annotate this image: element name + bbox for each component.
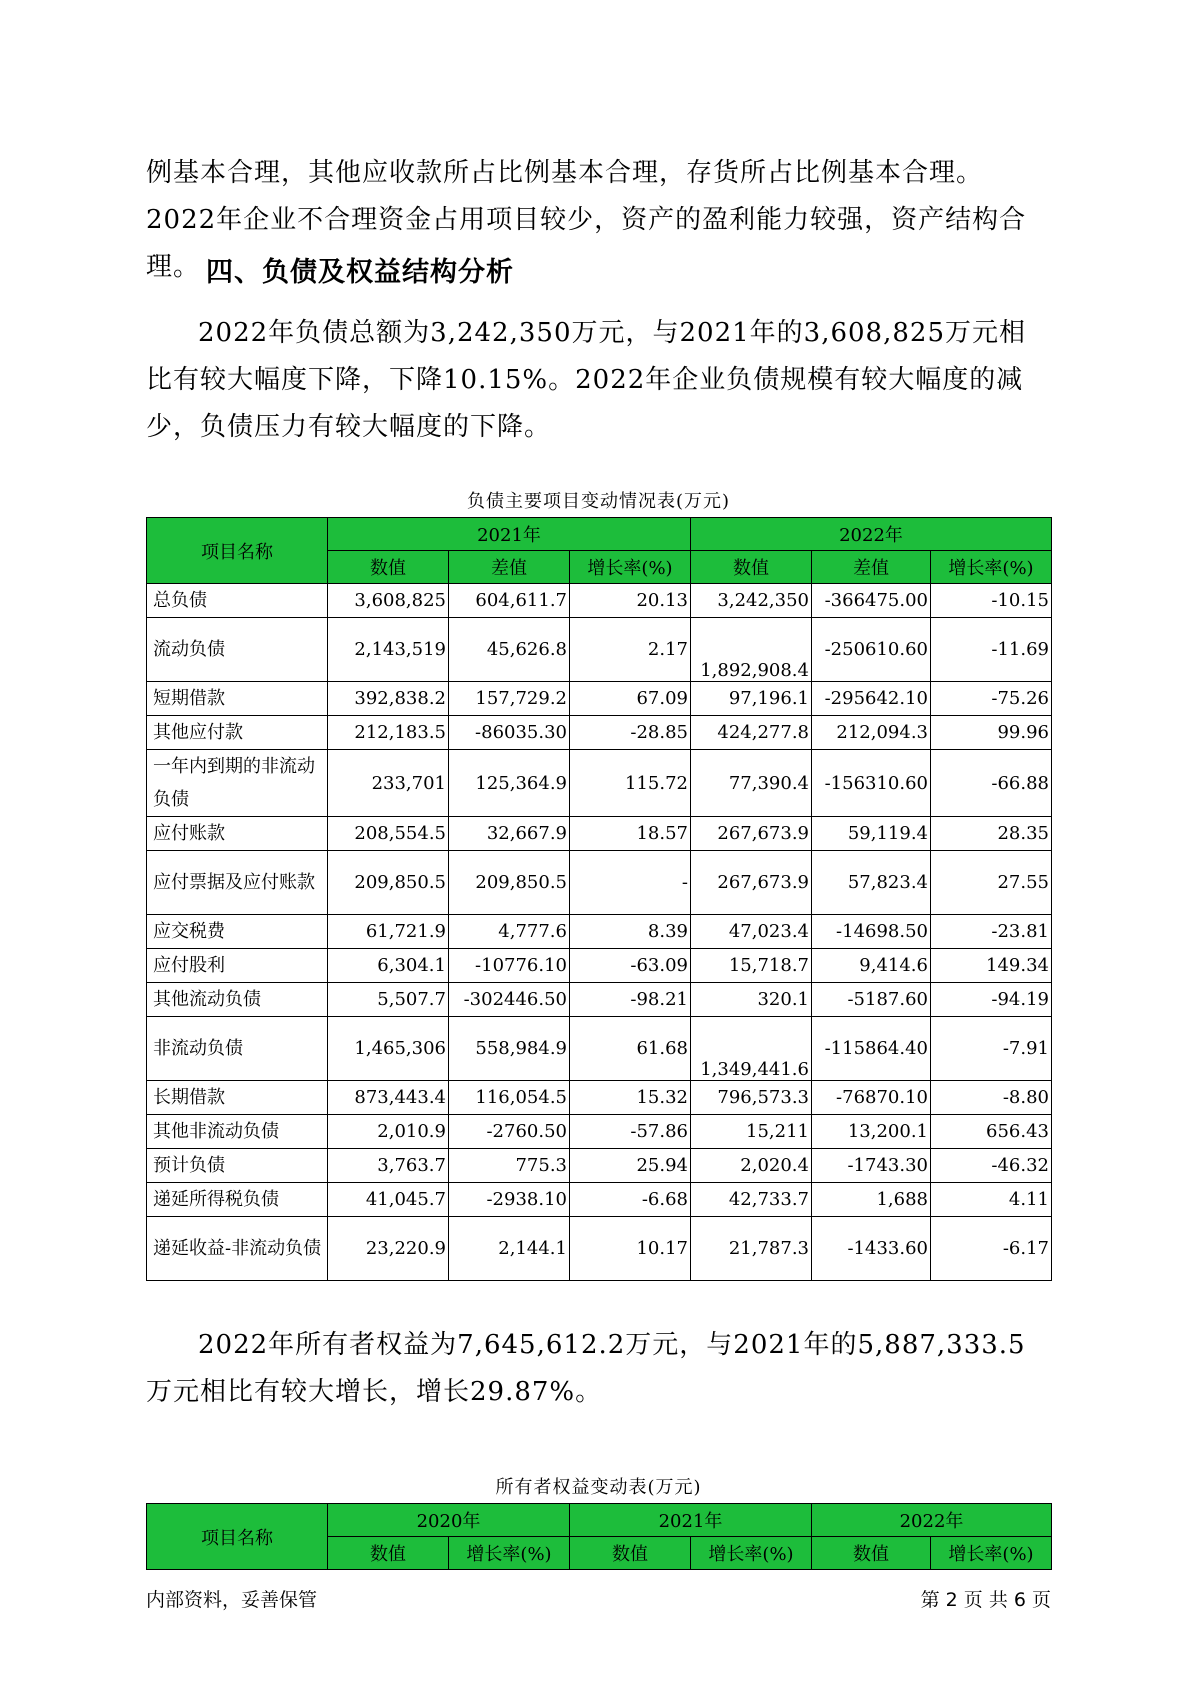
- table-cell: 125,364.9: [449, 750, 570, 817]
- table-cell: -7.91: [931, 1017, 1052, 1081]
- table-cell: 656.43: [931, 1115, 1052, 1149]
- subheader-rate: 增长率(%): [449, 1537, 570, 1570]
- table-cell: 1,892,908.4: [691, 618, 812, 682]
- table-cell: 18.57: [570, 817, 691, 851]
- row-label: 总负债: [147, 584, 328, 618]
- subheader-rate: 增长率(%): [931, 1537, 1052, 1570]
- table-cell: 99.96: [931, 716, 1052, 750]
- table-cell: 873,443.4: [328, 1081, 449, 1115]
- table-cell: 45,626.8: [449, 618, 570, 682]
- table-cell: -23.81: [931, 915, 1052, 949]
- equity-paragraph: 2022年所有者权益为7,645,612.2万元，与2021年的5,887,333.5万元相比有较大增长，增长29.87%。: [146, 1330, 1026, 1407]
- table-cell: 13,200.1: [812, 1115, 931, 1149]
- table-cell: 61.68: [570, 1017, 691, 1081]
- table-cell: 23,220.9: [328, 1217, 449, 1281]
- row-label: 递延所得税负债: [147, 1183, 328, 1217]
- table-row: [147, 851, 1052, 915]
- table-cell: 2,144.1: [449, 1217, 570, 1281]
- table-cell: -98.21: [570, 983, 691, 1017]
- subheader-value: 数值: [328, 551, 449, 584]
- header-year-2020: 2020年: [328, 1504, 570, 1537]
- table-cell: -11.69: [931, 618, 1052, 682]
- table-cell: 212,183.5: [328, 716, 449, 750]
- table-cell: 209,850.5: [449, 851, 570, 915]
- row-label: 递延收益-非流动负债: [147, 1217, 328, 1281]
- subheader-value: 数值: [570, 1537, 691, 1570]
- table-cell: 32,667.9: [449, 817, 570, 851]
- table-cell: 15.32: [570, 1081, 691, 1115]
- row-label: 应付账款: [147, 817, 328, 851]
- table-cell: 2,143,519: [328, 618, 449, 682]
- table-cell: 9,414.6: [812, 949, 931, 983]
- equity-table: [146, 1503, 1052, 1570]
- table-cell: 77,390.4: [691, 750, 812, 817]
- table-row: [147, 1115, 1052, 1149]
- table-cell: 392,838.2: [328, 682, 449, 716]
- table-cell: 558,984.9: [449, 1017, 570, 1081]
- table-cell: 604,611.7: [449, 584, 570, 618]
- intro-paragraph: 例基本合理，其他应收款所占比例基本合理，存货所占比例基本合理。2022年企业不合理资金占用项目较少，资产的盈利能力较强，资产结构合理。: [146, 158, 1027, 282]
- liability-table: [146, 517, 1052, 1281]
- table-cell: -57.86: [570, 1115, 691, 1149]
- table-row: [147, 618, 1052, 682]
- table-cell: -: [570, 851, 691, 915]
- subheader-value: 数值: [691, 551, 812, 584]
- subheader-rate: 增长率(%): [931, 551, 1052, 584]
- row-label: 非流动负债: [147, 1017, 328, 1081]
- table-cell: 20.13: [570, 584, 691, 618]
- table-cell: -75.26: [931, 682, 1052, 716]
- row-label: 预计负债: [147, 1149, 328, 1183]
- table-cell: -63.09: [570, 949, 691, 983]
- table-cell: 116,054.5: [449, 1081, 570, 1115]
- subheader-rate: 增长率(%): [570, 551, 691, 584]
- table-cell: -76870.10: [812, 1081, 931, 1115]
- table-cell: -2938.10: [449, 1183, 570, 1217]
- table-cell: 1,349,441.6: [691, 1017, 812, 1081]
- table-cell: 212,094.3: [812, 716, 931, 750]
- table-cell: 15,211: [691, 1115, 812, 1149]
- table-cell: 42,733.7: [691, 1183, 812, 1217]
- subheader-value: 数值: [812, 1537, 931, 1570]
- table-cell: 2.17: [570, 618, 691, 682]
- table-cell: -94.19: [931, 983, 1052, 1017]
- table-cell: -46.32: [931, 1149, 1052, 1183]
- table-cell: 59,119.4: [812, 817, 931, 851]
- row-label: 长期借款: [147, 1081, 328, 1115]
- table-cell: 27.55: [931, 851, 1052, 915]
- table-row: [147, 983, 1052, 1017]
- table-cell: -86035.30: [449, 716, 570, 750]
- table-cell: 21,787.3: [691, 1217, 812, 1281]
- debt-paragraph: 2022年负债总额为3,242,350万元，与2021年的3,608,825万元相比有较大幅度下降，下降10.15%。2022年企业负债规模有较大幅度的减少，负债压力有较大幅度的下降。: [146, 318, 1026, 442]
- section-heading: 四、负债及权益结构分析: [206, 257, 514, 288]
- table-cell: -6.68: [570, 1183, 691, 1217]
- table-cell: 4.11: [931, 1183, 1052, 1217]
- table-cell: -14698.50: [812, 915, 931, 949]
- table-cell: -8.80: [931, 1081, 1052, 1115]
- table-cell: 61,721.9: [328, 915, 449, 949]
- table-cell: -1743.30: [812, 1149, 931, 1183]
- table-cell: 28.35: [931, 817, 1052, 851]
- table-cell: -5187.60: [812, 983, 931, 1017]
- table-cell: 1,688: [812, 1183, 931, 1217]
- row-label: 其他流动负债: [147, 983, 328, 1017]
- table-cell: -2760.50: [449, 1115, 570, 1149]
- liability-table-caption: 负债主要项目变动情况表(万元): [466, 491, 731, 512]
- table-cell: 115.72: [570, 750, 691, 817]
- table-cell: -115864.40: [812, 1017, 931, 1081]
- row-label: 其他应付款: [147, 716, 328, 750]
- table-cell: 8.39: [570, 915, 691, 949]
- table-cell: 3,763.7: [328, 1149, 449, 1183]
- table-cell: 3,242,350: [691, 584, 812, 618]
- table-cell: 57,823.4: [812, 851, 931, 915]
- table-cell: -10776.10: [449, 949, 570, 983]
- row-label: 其他非流动负债: [147, 1115, 328, 1149]
- table-cell: -302446.50: [449, 983, 570, 1017]
- table-cell: 15,718.7: [691, 949, 812, 983]
- table-cell: 6,304.1: [328, 949, 449, 983]
- table-row: [147, 750, 1052, 817]
- table-row: [147, 915, 1052, 949]
- page-number: 第 2 页 共 6 页: [920, 1589, 1051, 1611]
- table-cell: 4,777.6: [449, 915, 570, 949]
- table-cell: -1433.60: [812, 1217, 931, 1281]
- table-cell: 41,045.7: [328, 1183, 449, 1217]
- table-cell: 424,277.8: [691, 716, 812, 750]
- table-row: [147, 1217, 1052, 1281]
- table-cell: 67.09: [570, 682, 691, 716]
- table-row: [147, 817, 1052, 851]
- table-cell: 320.1: [691, 983, 812, 1017]
- table-cell: -6.17: [931, 1217, 1052, 1281]
- table-cell: -250610.60: [812, 618, 931, 682]
- table-cell: -10.15: [931, 584, 1052, 618]
- table-cell: 775.3: [449, 1149, 570, 1183]
- table-cell: -295642.10: [812, 682, 931, 716]
- table-row: [147, 1081, 1052, 1115]
- header-item-name: 项目名称: [147, 518, 328, 584]
- table-cell: 97,196.1: [691, 682, 812, 716]
- table-row: [147, 1149, 1052, 1183]
- table-cell: 267,673.9: [691, 817, 812, 851]
- table-cell: 47,023.4: [691, 915, 812, 949]
- header-year-2022: 2022年: [691, 518, 1052, 551]
- equity-table-caption: 所有者权益变动表(万元): [495, 1477, 702, 1498]
- table-row: [147, 1183, 1052, 1217]
- row-label: 应付股利: [147, 949, 328, 983]
- table-cell: 2,010.9: [328, 1115, 449, 1149]
- table-cell: 5,507.7: [328, 983, 449, 1017]
- table-cell: 157,729.2: [449, 682, 570, 716]
- table-cell: 233,701: [328, 750, 449, 817]
- table-cell: 149.34: [931, 949, 1052, 983]
- table-row: [147, 716, 1052, 750]
- header-year-2022: 2022年: [812, 1504, 1052, 1537]
- table-cell: -28.85: [570, 716, 691, 750]
- subheader-value: 数值: [328, 1537, 449, 1570]
- row-label: 短期借款: [147, 682, 328, 716]
- table-cell: 208,554.5: [328, 817, 449, 851]
- header-year-2021: 2021年: [570, 1504, 812, 1537]
- table-cell: 10.17: [570, 1217, 691, 1281]
- footer-note: 内部资料，妥善保管: [146, 1589, 318, 1611]
- row-label: 流动负债: [147, 618, 328, 682]
- table-cell: 3,608,825: [328, 584, 449, 618]
- table-cell: -156310.60: [812, 750, 931, 817]
- table-cell: 796,573.3: [691, 1081, 812, 1115]
- subheader-rate: 增长率(%): [691, 1537, 812, 1570]
- row-label: 一年内到期的非流动负债: [147, 750, 328, 817]
- table-cell: 2,020.4: [691, 1149, 812, 1183]
- table-cell: 25.94: [570, 1149, 691, 1183]
- table-cell: 209,850.5: [328, 851, 449, 915]
- table-row: [147, 949, 1052, 983]
- table-cell: 1,465,306: [328, 1017, 449, 1081]
- subheader-diff: 差值: [812, 551, 931, 584]
- row-label: 应付票据及应付账款: [147, 851, 328, 915]
- header-item-name: 项目名称: [147, 1504, 328, 1570]
- table-cell: -366475.00: [812, 584, 931, 618]
- table-cell: 267,673.9: [691, 851, 812, 915]
- subheader-diff: 差值: [449, 551, 570, 584]
- header-year-2021: 2021年: [328, 518, 691, 551]
- table-row: [147, 682, 1052, 716]
- table-cell: -66.88: [931, 750, 1052, 817]
- table-row: [147, 584, 1052, 618]
- row-label: 应交税费: [147, 915, 328, 949]
- table-row: [147, 1017, 1052, 1081]
